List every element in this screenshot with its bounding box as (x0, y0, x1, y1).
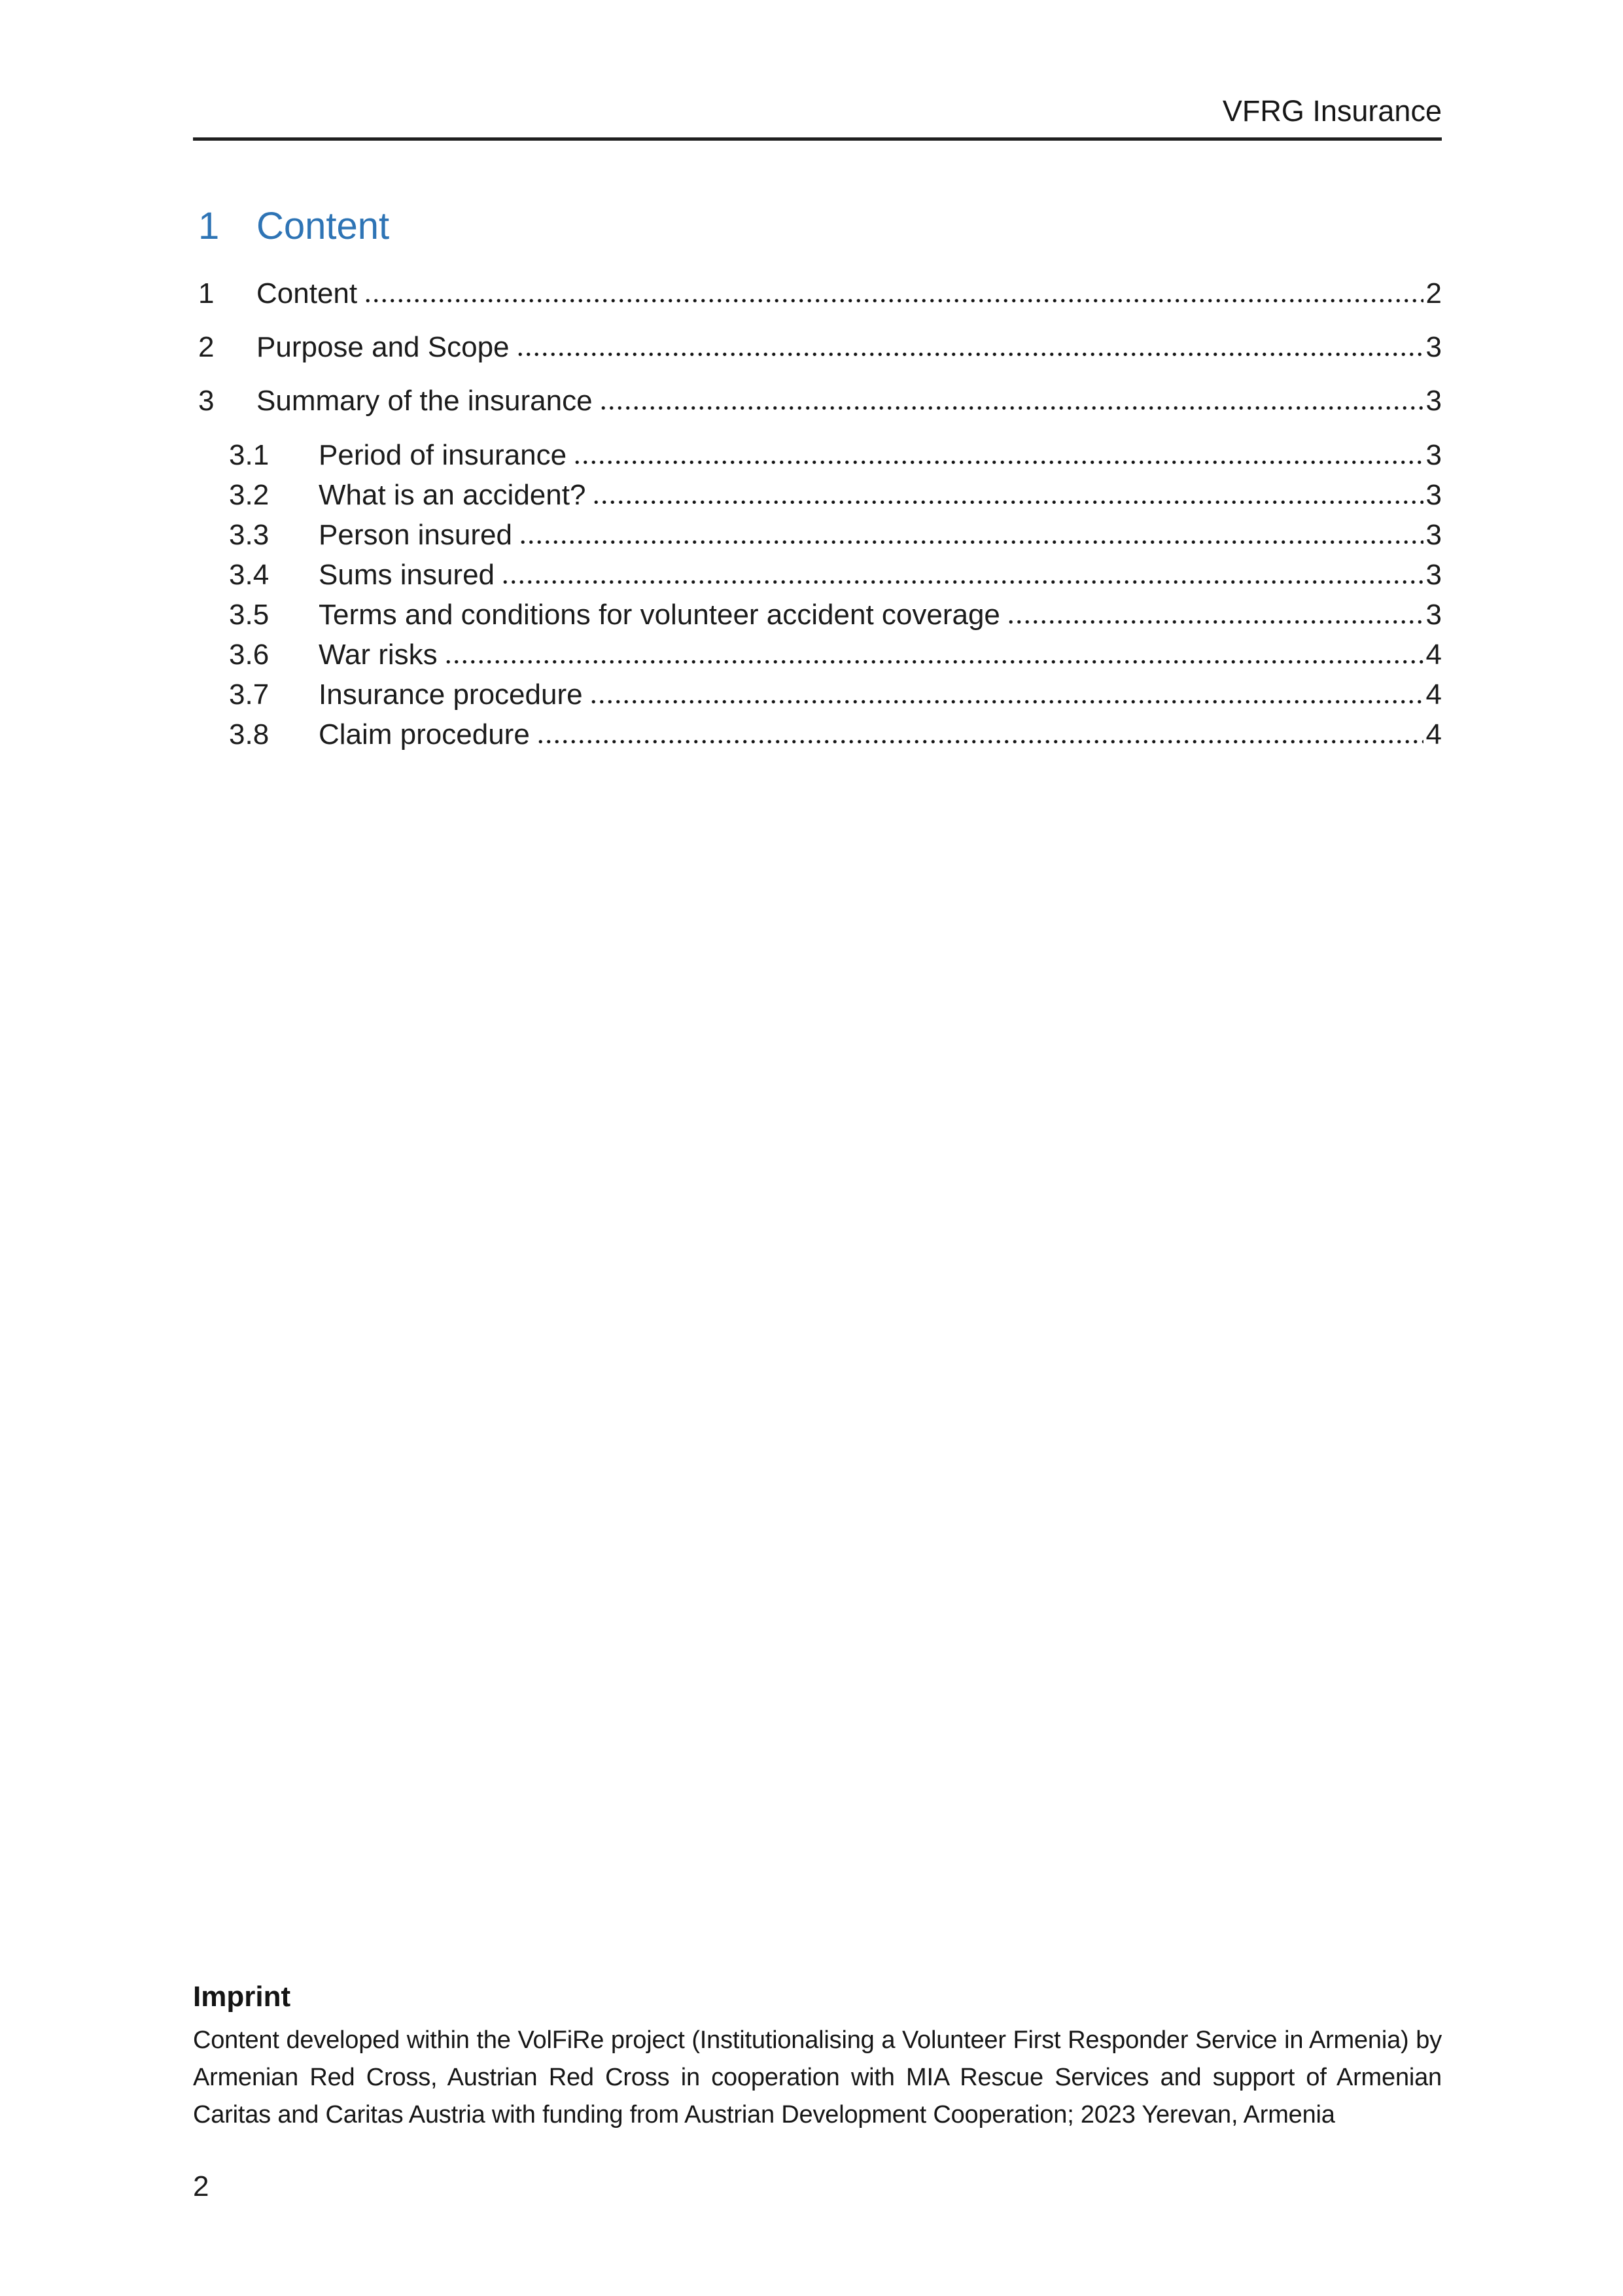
table-of-contents (193, 274, 1442, 754)
header-rule (193, 137, 1442, 141)
toc-entry-label: War risks (319, 639, 438, 671)
section-heading (198, 203, 1442, 249)
toc-leader-dots (501, 578, 1423, 584)
imprint-heading: Imprint (193, 1981, 291, 2013)
toc-leader-dots (573, 458, 1423, 465)
page-number: 2 (193, 2170, 209, 2202)
toc-entry-page: 4 (1425, 718, 1442, 751)
toc-leader-dots (519, 538, 1423, 544)
header-title: VFRG Insurance (1222, 94, 1442, 128)
toc-entry-number: 2 (198, 331, 215, 363)
toc-entry-page: 4 (1425, 679, 1442, 711)
toc-entry[interactable] (198, 274, 1442, 313)
toc-entry-label: Period of insurance (319, 439, 567, 471)
page-header (193, 0, 1442, 141)
toc-entry-number: 3.4 (229, 559, 270, 591)
toc-entry-number: 1 (198, 277, 215, 309)
toc-leader-dots (592, 498, 1423, 504)
toc-entry-number: 3.5 (229, 599, 270, 631)
toc-entry-number: 3 (198, 385, 215, 417)
toc-entry-label: Terms and conditions for volunteer accident coverage (319, 599, 1000, 631)
toc-entry-label: What is an accident? (319, 479, 586, 511)
toc-entry[interactable] (229, 475, 1442, 515)
toc-entry-label: Content (256, 277, 358, 309)
toc-entry[interactable] (229, 635, 1442, 675)
toc-entry-page: 3 (1425, 479, 1442, 511)
toc-entry-number: 3.2 (229, 479, 270, 511)
toc-leader-dots (444, 658, 1423, 664)
toc-entry-page: 4 (1425, 639, 1442, 671)
toc-leader-dots (516, 350, 1423, 357)
toc-leader-dots (1007, 618, 1423, 624)
toc-entry-label: Claim procedure (319, 718, 530, 751)
toc-entry[interactable] (229, 715, 1442, 754)
toc-entry[interactable] (229, 595, 1442, 635)
toc-entry-label: Person insured (319, 519, 512, 551)
toc-entry[interactable] (229, 675, 1442, 715)
toc-entry[interactable] (229, 435, 1442, 475)
toc-entry-page: 3 (1425, 331, 1442, 363)
imprint-section (193, 1977, 1442, 2134)
toc-entry[interactable] (198, 328, 1442, 367)
toc-entry-number: 3.1 (229, 439, 270, 471)
toc-entry-number: 3.8 (229, 718, 270, 751)
toc-entry-page: 3 (1425, 439, 1442, 471)
toc-entry-number: 3.6 (229, 639, 270, 671)
toc-entry-page: 3 (1425, 385, 1442, 417)
toc-entry-page: 3 (1425, 519, 1442, 551)
toc-entry[interactable] (198, 381, 1442, 421)
toc-entry-page: 2 (1425, 277, 1442, 309)
toc-entry-label: Purpose and Scope (256, 331, 510, 363)
toc-entry[interactable] (229, 555, 1442, 595)
toc-entry-number: 3.3 (229, 519, 270, 551)
toc-leader-dots (589, 698, 1423, 704)
imprint-text: Content developed within the VolFiRe project (Institutionalising a Volunteer First Responder Service in Armenia) by Armenian Red Cross, Austrian Red Cross in cooperation with MIA Rescue Services and support of Armenian Caritas and Caritas Austria with funding from Austrian Development Cooperation; 2023 Yerevan, Armenia (193, 2026, 1442, 2128)
toc-entry[interactable] (229, 515, 1442, 555)
toc-entry-label: Sums insured (319, 559, 495, 591)
page-title: Content (256, 205, 390, 247)
toc-entry-label: Summary of the insurance (256, 385, 593, 417)
toc-entry-label: Insurance procedure (319, 679, 583, 711)
toc-leader-dots (536, 737, 1423, 744)
toc-leader-dots (599, 404, 1423, 410)
toc-entry-page: 3 (1425, 559, 1442, 591)
toc-entry-page: 3 (1425, 599, 1442, 631)
section-heading-number: 1 (198, 205, 220, 247)
toc-entry-number: 3.7 (229, 679, 270, 711)
toc-leader-dots (364, 296, 1423, 303)
